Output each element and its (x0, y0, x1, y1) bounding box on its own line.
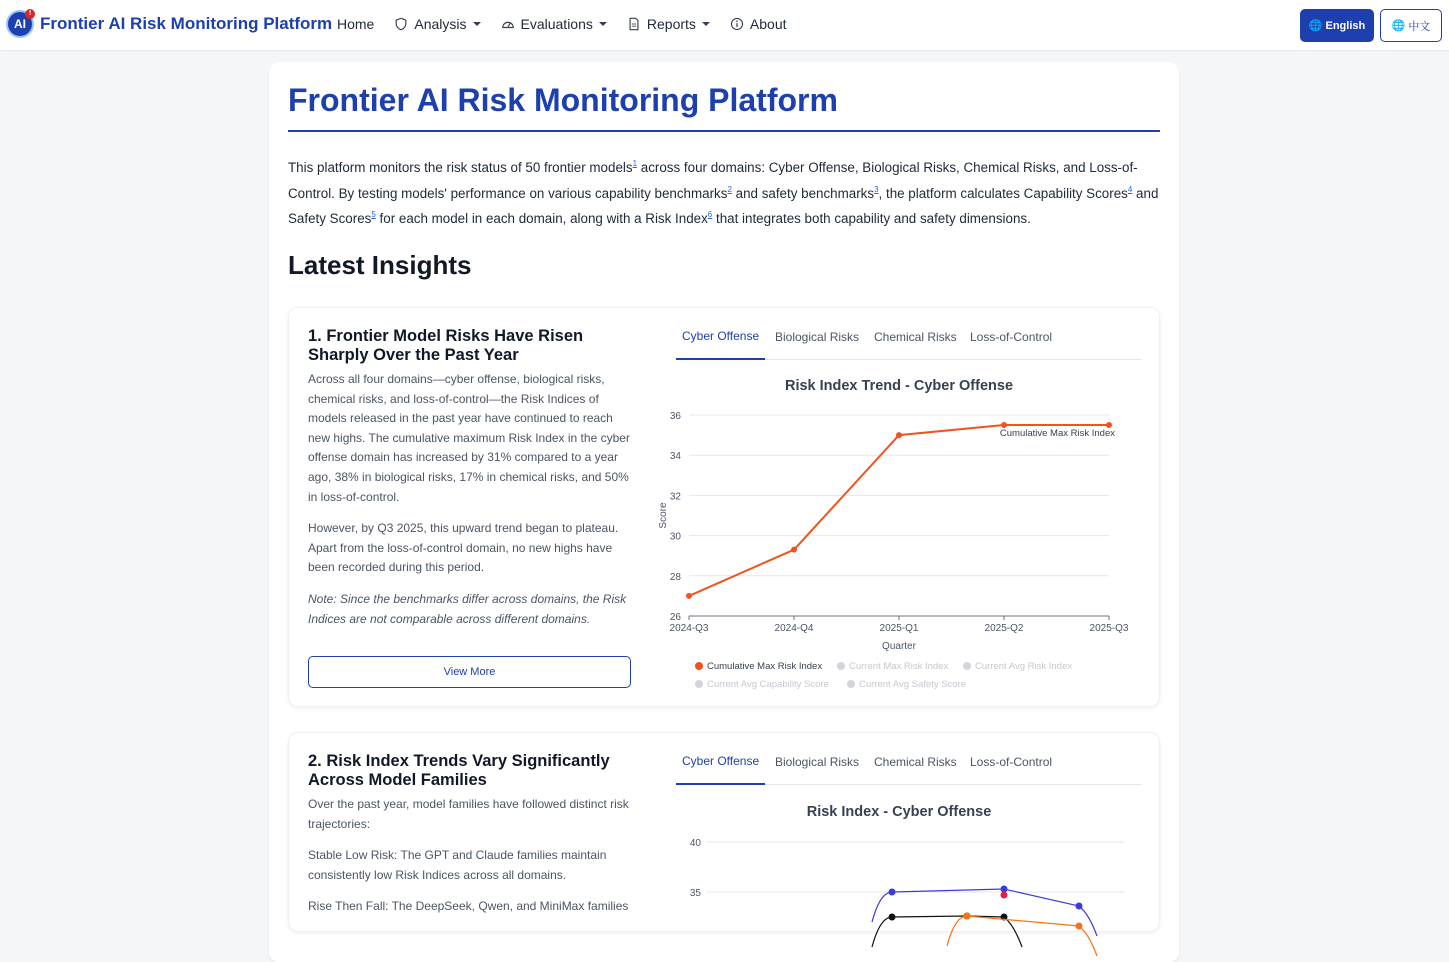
title-divider (288, 130, 1160, 132)
page-title: Frontier AI Risk Monitoring Platform (288, 82, 838, 118)
logo-text: AI (14, 17, 26, 31)
platform-logo (6, 10, 34, 38)
legend-item: Current Avg Capability Score (707, 679, 829, 690)
chevron-down-icon (702, 22, 710, 26)
insight-paragraph: However, by Q3 2025, this upward trend began to plateau. Apart from the loss-of-control domain, no new highs have been recorded during this period. (308, 521, 619, 575)
nav-reports-label: Reports (646, 16, 696, 32)
y-axis-label: Score (658, 502, 669, 529)
legend-item: Cumulative Max Risk Index (707, 661, 823, 672)
globe-icon: 🌐 (1308, 20, 1323, 32)
x-tick-label: 2025-Q3 (1089, 623, 1129, 634)
footnote-link[interactable]: 3 (874, 184, 879, 194)
footnote-link[interactable]: 1 (632, 159, 638, 168)
y-tick-label: 26 (669, 612, 681, 623)
section-title-latest-insights: Latest Insights (288, 250, 472, 280)
y-tick-label: 28 (669, 571, 681, 583)
data-point (1001, 892, 1008, 899)
legend-marker (847, 680, 855, 688)
intro-text: , the platform calculates Capability Scores (878, 185, 1128, 201)
y-tick-label: 40 (689, 838, 701, 849)
main-nav (337, 16, 807, 32)
legend-item: Current Max Risk Index (849, 661, 949, 672)
language-english-button[interactable] (1300, 9, 1374, 42)
chart-title: Risk Index Trend - Cyber Offense (784, 378, 1014, 394)
x-tick-label: 2025-Q2 (984, 623, 1024, 634)
data-point (896, 432, 902, 438)
insight-body (308, 370, 634, 641)
legend-marker (837, 662, 845, 670)
tab-chemical-risks[interactable]: Chemical Risks (874, 755, 957, 769)
tab-cyber-offense[interactable]: Cyber Offense (676, 739, 765, 785)
data-point (686, 593, 692, 599)
shield-icon (394, 17, 408, 31)
series-annotation: Cumulative Max Risk Index (999, 428, 1115, 440)
x-axis-label: Quarter (882, 641, 916, 652)
intro-paragraph (288, 153, 1164, 230)
nav-about-label: About (749, 16, 787, 32)
legend-item: Current Avg Safety Score (859, 679, 967, 690)
tab-loss-of-control[interactable]: Loss-of-Control (970, 755, 1053, 769)
insight-paragraph: Across all four domains—cyber offense, biological risks, chemical risks, and loss-of-control—the Risk Indices of models released in the past year have continued to reach new highs. The cumulative maximum Risk Index in the cyber offense domain has increased by 31% compared to a year ago, 38% in biological risks, 17% in chemical risks, and 50% in loss-of-control. (308, 372, 630, 504)
data-point (1076, 923, 1083, 930)
data-point (791, 547, 797, 553)
insight-paragraph: Rise Then Fall: The DeepSeek, Qwen, and MiniMax families (308, 899, 629, 914)
x-tick-label: 2025-Q1 (879, 623, 919, 634)
y-tick-label: 32 (669, 491, 681, 503)
gauge-icon (501, 17, 515, 31)
tab-loss-of-control[interactable]: Loss-of-Control (970, 330, 1053, 344)
legend-marker (963, 662, 971, 670)
brand-title[interactable]: Frontier AI Risk Monitoring Platform (40, 14, 333, 33)
language-chinese-label: 中文 (1408, 20, 1431, 33)
nav-reports[interactable] (627, 16, 710, 32)
insight-paragraph: Over the past year, model families have followed distinct risk trajectories: (308, 797, 629, 831)
y-tick-label: 34 (669, 451, 681, 463)
intro-text: across four domains: Cyber Offense, Biological Risks, Chemical Risks, and Loss-of-Control. By testing models' performance on various capability benchmarks (288, 160, 1138, 201)
intro-text: that integrates both capability and safety dimensions. (712, 211, 1031, 226)
y-tick-label: 36 (669, 411, 681, 422)
nav-evaluations-label: Evaluations (520, 16, 593, 32)
risk-index-by-family-chart (661, 833, 1141, 923)
view-more-button[interactable]: View More (308, 656, 631, 688)
tab-cyber-offense[interactable]: Cyber Offense (676, 314, 765, 360)
y-tick-label: 35 (689, 888, 701, 899)
data-point (889, 914, 896, 921)
info-icon (730, 17, 744, 31)
domain-tabs (676, 739, 1142, 785)
data-point (1001, 886, 1008, 893)
series-line (872, 889, 1097, 936)
document-icon (627, 17, 641, 31)
brand[interactable] (6, 10, 332, 38)
insight-title: 2. Risk Index Trends Vary Significantly Across Model Families (308, 752, 610, 789)
data-point (1076, 903, 1083, 910)
data-point (889, 889, 896, 896)
nav-about[interactable] (730, 16, 787, 32)
logo-badge: ! (25, 9, 35, 19)
nav-analysis-label: Analysis (414, 16, 467, 32)
top-navbar (0, 0, 1449, 51)
series-line (689, 425, 1109, 596)
data-point (964, 913, 971, 920)
globe-icon: 🌐 (1391, 20, 1406, 32)
tab-biological-risks[interactable]: Biological Risks (775, 755, 860, 769)
nav-evaluations[interactable] (501, 16, 607, 32)
intro-text: and Safety Scores (288, 185, 1159, 226)
risk-index-trend-chart (658, 398, 1141, 718)
intro-text: This platform monitors the risk status of 50 frontier models (288, 160, 633, 175)
legend-marker (695, 680, 703, 688)
footnote-link[interactable]: 6 (707, 210, 713, 219)
nav-home-label: Home (337, 16, 375, 32)
insight-paragraph: Stable Low Risk: The GPT and Claude families maintain consistently low Risk Indices across all domains. (308, 848, 607, 882)
footnote-link[interactable]: 4 (1127, 184, 1133, 194)
insight-title: 1. Frontier Model Risks Have Risen Sharply Over the Past Year (308, 327, 584, 364)
chart-title: Risk Index - Cyber Offense (806, 804, 992, 820)
x-tick-label: 2024-Q3 (669, 623, 709, 634)
tab-biological-risks[interactable]: Biological Risks (775, 330, 860, 344)
nav-home[interactable] (337, 16, 374, 32)
tab-chemical-risks[interactable]: Chemical Risks (874, 330, 957, 344)
footnote-link[interactable]: 2 (727, 184, 732, 194)
language-english-label: English (1325, 19, 1366, 32)
insight-body (308, 795, 634, 929)
chevron-down-icon (473, 22, 481, 26)
legend-marker (695, 662, 703, 670)
footnote-link[interactable]: 5 (371, 210, 376, 219)
nav-analysis[interactable] (394, 16, 480, 32)
language-chinese-button[interactable] (1380, 9, 1442, 42)
insight-card-1 (288, 307, 1160, 707)
intro-text: for each model in each domain, along with a Risk Index (375, 211, 708, 226)
legend-item: Current Avg Risk Index (975, 661, 1072, 672)
intro-text: and safety benchmarks (731, 185, 875, 201)
insight-card-2 (288, 732, 1160, 932)
x-tick-label: 2024-Q4 (774, 623, 814, 634)
y-tick-label: 30 (669, 531, 681, 543)
insight-note: Note: Since the benchmarks differ across domains, the Risk Indices are not comparable across different domains. (308, 591, 627, 626)
chevron-down-icon (599, 22, 607, 26)
domain-tabs (676, 314, 1142, 360)
